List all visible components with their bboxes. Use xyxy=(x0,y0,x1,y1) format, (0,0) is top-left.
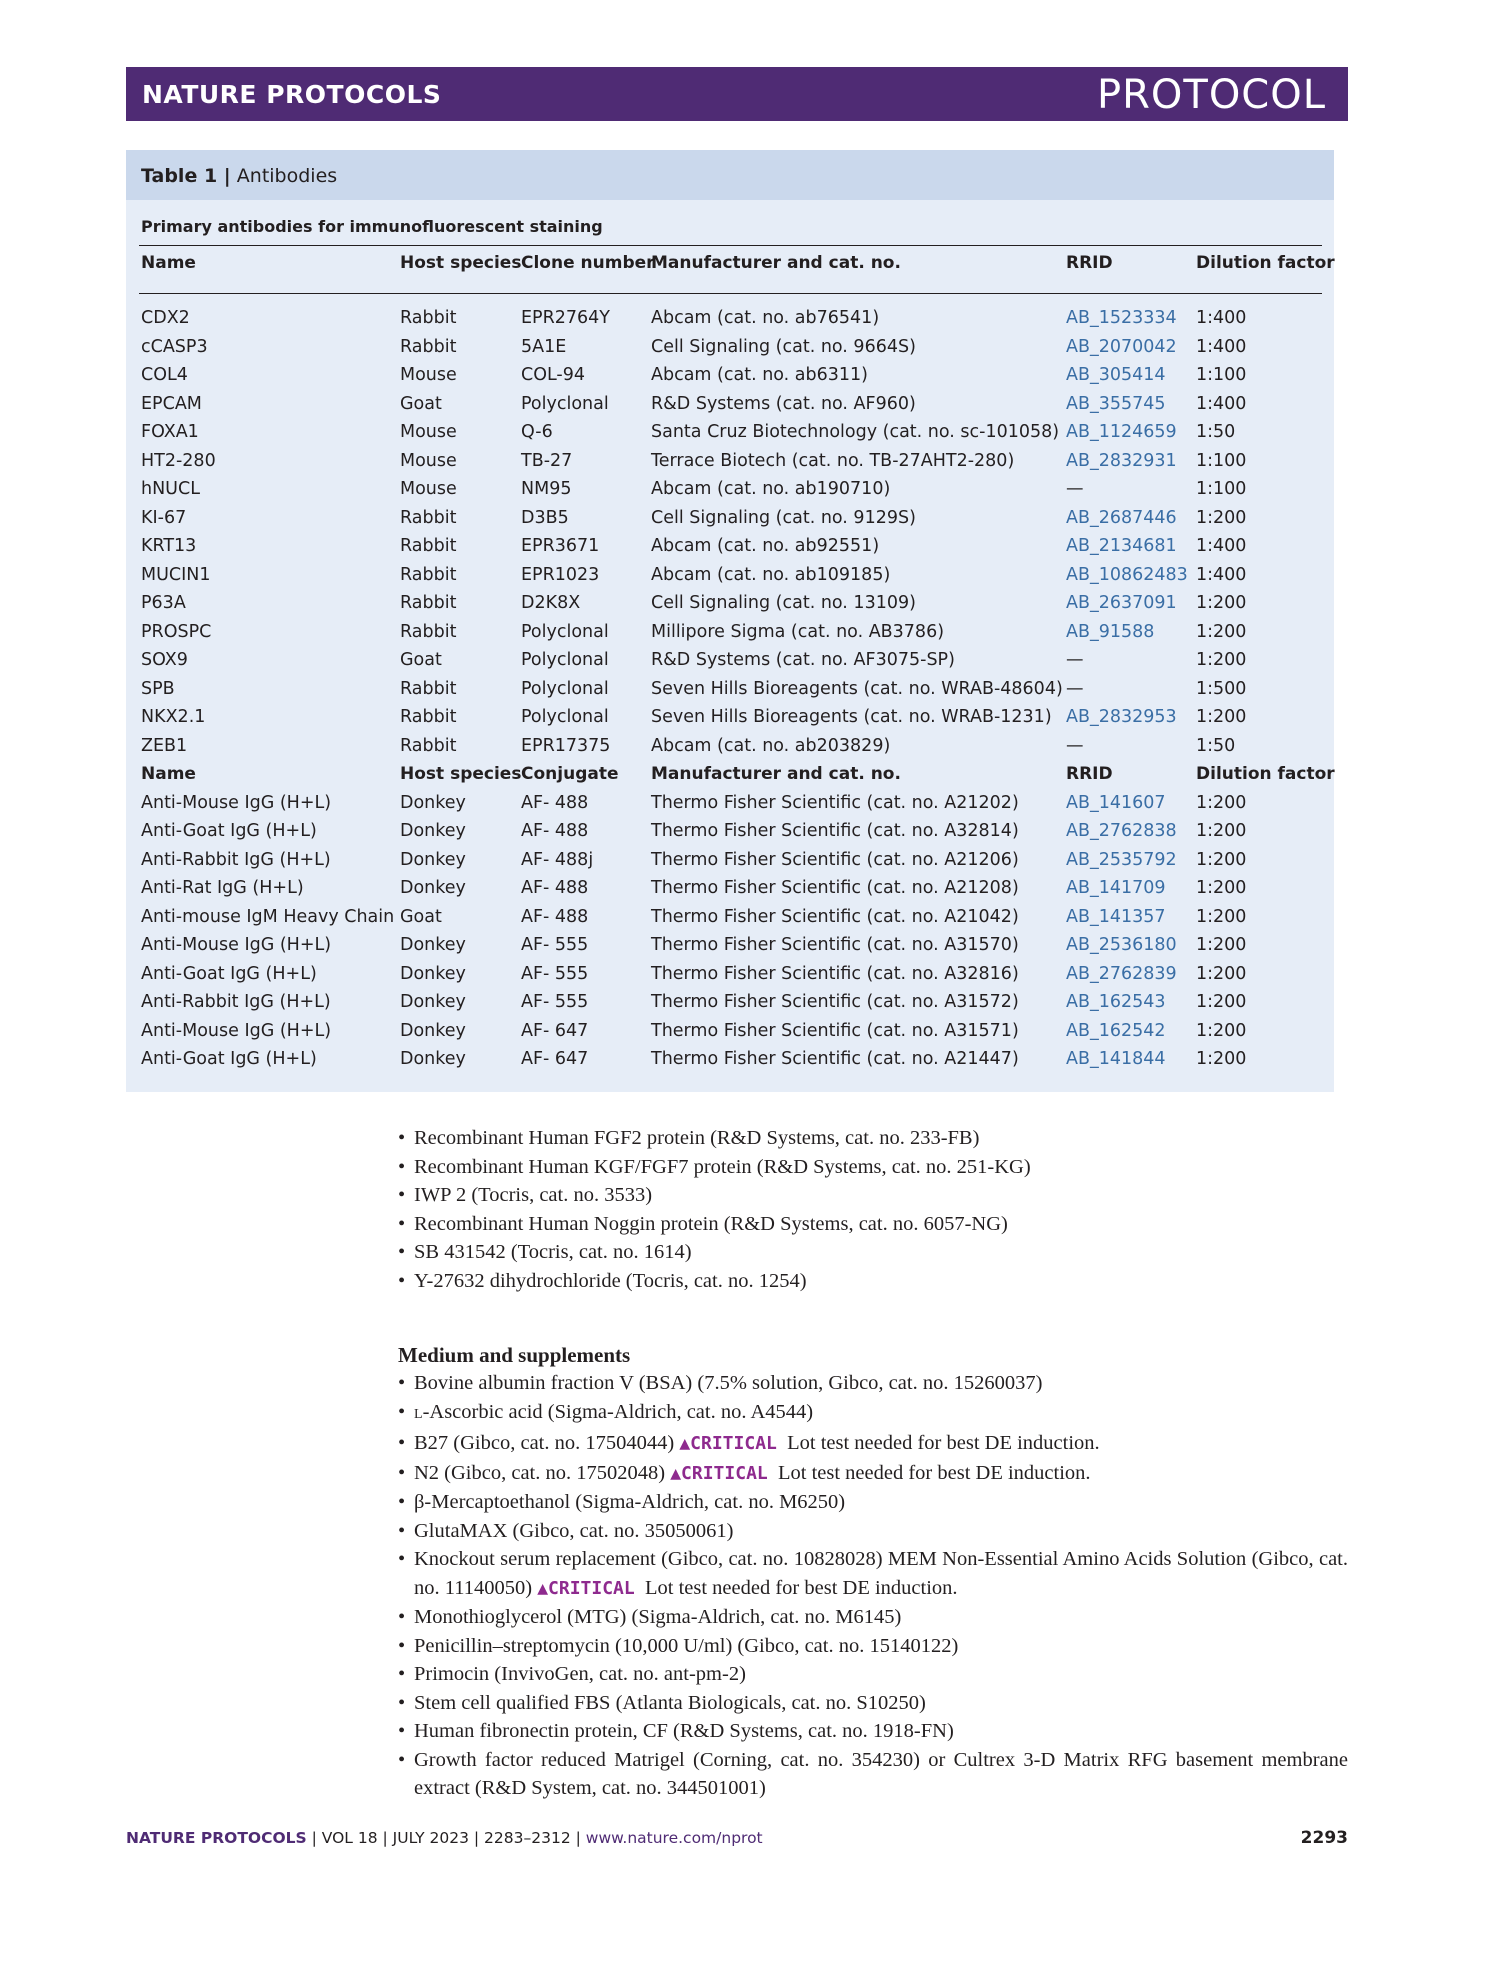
list-item: • Recombinant Human FGF2 protein (R&D Systems, cat. no. 233-FB) xyxy=(398,1127,980,1149)
table-row xyxy=(126,508,1334,534)
cell-name: PROSPC xyxy=(141,621,212,642)
table-row xyxy=(126,992,1334,1018)
cell-dilution: 1:400 xyxy=(1196,536,1247,556)
cell-rrid[interactable]: AB_162543 xyxy=(1066,992,1166,1012)
cell-clone-or-conjugate: Polyclonal xyxy=(521,393,609,414)
cell-dilution: 1:200 xyxy=(1196,707,1247,727)
cell-rrid[interactable]: AB_141709 xyxy=(1066,878,1166,898)
journal-name: NATURE PROTOCOLS xyxy=(142,80,442,109)
table-row xyxy=(126,707,1334,733)
cell-name: ZEB1 xyxy=(141,735,188,756)
cell-name: hNUCL xyxy=(141,479,200,499)
cell-host-species: Donkey xyxy=(400,963,466,984)
table-row xyxy=(126,935,1334,961)
cell-rrid[interactable]: AB_2535792 xyxy=(1066,849,1177,870)
table-title xyxy=(141,165,337,187)
cell-name: KRT13 xyxy=(141,536,197,556)
cell-host-species: Goat xyxy=(400,906,442,927)
cell-name: Anti-Rabbit IgG (H+L) xyxy=(141,992,331,1012)
cell-name: cCASP3 xyxy=(141,336,208,357)
cell-manufacturer: Thermo Fisher Scientific (cat. no. A31571) xyxy=(651,1020,1019,1041)
cell-host-species: Mouse xyxy=(400,365,457,385)
list-item: • Primocin (InvivoGen, cat. no. ant-pm-2) xyxy=(398,1663,746,1685)
article-type: PROTOCOL xyxy=(1096,72,1326,118)
footer-journal: NATURE PROTOCOLS xyxy=(126,1829,307,1847)
column-header: Manufacturer and cat. no. xyxy=(651,764,901,784)
table-rule-header xyxy=(139,293,1322,294)
table-title-bar xyxy=(126,150,1334,200)
cell-host-species: Rabbit xyxy=(400,564,457,585)
cell-clone-or-conjugate: AF- 488 xyxy=(521,906,589,927)
cell-dilution: 1:50 xyxy=(1196,422,1236,442)
table-row xyxy=(126,907,1334,933)
cell-rrid[interactable]: AB_355745 xyxy=(1066,393,1166,414)
cell-dilution: 1:100 xyxy=(1196,450,1247,471)
cell-name: EPCAM xyxy=(141,393,202,414)
cell-rrid[interactable]: AB_2070042 xyxy=(1066,336,1177,357)
cell-clone-or-conjugate: AF- 647 xyxy=(521,1049,589,1069)
column-header: Conjugate xyxy=(521,764,619,784)
cell-dilution: 1:200 xyxy=(1196,1020,1247,1041)
cell-dilution: 1:200 xyxy=(1196,992,1247,1012)
cell-rrid[interactable]: AB_1124659 xyxy=(1066,422,1177,442)
table-row xyxy=(126,793,1334,819)
cell-host-species: Donkey xyxy=(400,878,466,898)
cell-dilution: 1:400 xyxy=(1196,564,1247,585)
cell-host-species: Rabbit xyxy=(400,678,457,699)
cell-rrid[interactable]: AB_2832931 xyxy=(1066,450,1177,471)
cell-dilution: 1:200 xyxy=(1196,849,1247,870)
cell-manufacturer: Cell Signaling (cat. no. 9664S) xyxy=(651,336,916,357)
cell-rrid[interactable]: AB_162542 xyxy=(1066,1020,1166,1041)
cell-clone-or-conjugate: AF- 488j xyxy=(521,849,594,870)
table-row xyxy=(126,451,1334,477)
cell-dilution: 1:200 xyxy=(1196,621,1247,642)
cell-rrid[interactable]: AB_2832953 xyxy=(1066,707,1177,727)
list-item: • GlutaMAX (Gibco, cat. no. 35050061) xyxy=(398,1519,734,1542)
cell-name: Anti-Mouse IgG (H+L) xyxy=(141,1020,332,1041)
cell-host-species: Rabbit xyxy=(400,621,457,642)
antibodies-table xyxy=(126,150,1334,1092)
list-item: • Human fibronectin protein, CF (R&D Systems, cat. no. 1918-FN) xyxy=(398,1720,954,1742)
cell-name: Anti-Goat IgG (H+L) xyxy=(141,1049,317,1069)
cell-host-species: Mouse xyxy=(400,450,457,471)
table-label: Table 1 | xyxy=(141,165,231,187)
list-item: • Bovine albumin fraction V (BSA) (7.5% solution, Gibco, cat. no. 15260037) xyxy=(398,1372,1043,1394)
list-item: • Stem cell qualified FBS (Atlanta Biologicals, cat. no. S10250) xyxy=(398,1691,926,1714)
secondary-header-row xyxy=(126,764,1334,790)
critical-label: CRITICAL xyxy=(548,1577,635,1599)
cell-name: FOXA1 xyxy=(141,422,199,442)
table-row xyxy=(126,565,1334,591)
cell-host-species: Rabbit xyxy=(400,308,457,328)
cell-host-species: Donkey xyxy=(400,849,466,870)
table-row xyxy=(126,394,1334,420)
column-header: Name xyxy=(141,253,196,273)
cell-manufacturer: Cell Signaling (cat. no. 9129S) xyxy=(651,507,916,528)
cell-host-species: Rabbit xyxy=(400,536,457,556)
cell-manufacturer: Thermo Fisher Scientific (cat. no. A32814) xyxy=(651,821,1019,841)
cell-dilution: 1:200 xyxy=(1196,906,1247,927)
cell-rrid[interactable]: AB_141357 xyxy=(1066,906,1166,927)
cell-manufacturer: Thermo Fisher Scientific (cat. no. A31572) xyxy=(651,992,1019,1012)
list-item: • Growth factor reduced Matrigel (Corning, cat. no. 354230) or Cultrex 3-D Matrix RFG basement membrane extract (R&D System, cat. no. 344501001) xyxy=(398,1748,1348,1799)
cell-clone-or-conjugate: AF- 647 xyxy=(521,1020,589,1041)
cell-clone-or-conjugate: Polyclonal xyxy=(521,621,609,642)
list-item: • IWP 2 (Tocris, cat. no. 3533) xyxy=(398,1184,653,1206)
cell-name: Anti-Mouse IgG (H+L) xyxy=(141,935,332,955)
cell-dilution: 1:200 xyxy=(1196,593,1247,613)
cell-rrid[interactable]: AB_2762839 xyxy=(1066,963,1177,984)
cell-rrid[interactable]: AB_141844 xyxy=(1066,1049,1166,1069)
cell-manufacturer: Abcam (cat. no. ab76541) xyxy=(651,308,880,328)
cell-manufacturer: Cell Signaling (cat. no. 13109) xyxy=(651,593,916,613)
cell-dilution: 1:200 xyxy=(1196,935,1247,955)
column-header: Host species xyxy=(400,764,522,784)
page-footer xyxy=(126,1829,763,1847)
cell-dilution: 1:200 xyxy=(1196,792,1247,813)
cell-clone-or-conjugate: D3B5 xyxy=(521,507,569,528)
cell-manufacturer: Terrace Biotech (cat. no. TB-27AHT2-280) xyxy=(651,450,1015,471)
cell-host-species: Rabbit xyxy=(400,507,457,528)
cell-name: MUCIN1 xyxy=(141,564,211,585)
column-header: Manufacturer and cat. no. xyxy=(651,253,901,273)
cell-rrid[interactable]: AB_2762838 xyxy=(1066,821,1177,841)
cell-dilution: 1:400 xyxy=(1196,308,1247,328)
table-title-text: Antibodies xyxy=(236,165,338,187)
footer-url-link[interactable]: www.nature.com/nprot xyxy=(585,1829,763,1847)
cell-manufacturer: Thermo Fisher Scientific (cat. no. A21202) xyxy=(651,792,1019,813)
medium-list xyxy=(398,1369,1348,1803)
cell-dilution: 1:400 xyxy=(1196,336,1247,357)
table-row xyxy=(126,536,1334,562)
cell-host-species: Rabbit xyxy=(400,593,457,613)
column-header: Name xyxy=(141,764,196,784)
table-header-row xyxy=(126,253,1334,279)
cell-clone-or-conjugate: AF- 555 xyxy=(521,935,589,955)
cell-manufacturer: Abcam (cat. no. ab109185) xyxy=(651,564,891,585)
table-row xyxy=(126,308,1334,334)
cell-name: SPB xyxy=(141,678,175,699)
cell-clone-or-conjugate: D2K8X xyxy=(521,593,581,613)
reagent-list xyxy=(398,1124,1348,1295)
cell-name: P63A xyxy=(141,593,186,613)
cell-rrid[interactable]: AB_10862483 xyxy=(1066,564,1188,585)
cell-host-species: Donkey xyxy=(400,992,466,1012)
cell-clone-or-conjugate: 5A1E xyxy=(521,336,567,357)
cell-name: KI-67 xyxy=(141,507,187,528)
cell-name: HT2-280 xyxy=(141,450,216,471)
table-row xyxy=(126,365,1334,391)
cell-rrid[interactable]: AB_2134681 xyxy=(1066,536,1177,556)
cell-host-species: Goat xyxy=(400,650,442,670)
list-item: • Monothioglycerol (MTG) (Sigma-Aldrich, cat. no. M6145) xyxy=(398,1606,902,1628)
cell-name: Anti-mouse IgM Heavy Chain xyxy=(141,906,395,927)
list-item: • β-Mercaptoethanol (Sigma-Aldrich, cat. no. M6250) xyxy=(398,1491,846,1513)
cell-manufacturer: Seven Hills Bioreagents (cat. no. WRAB-1231) xyxy=(651,707,1052,727)
cell-dilution: 1:200 xyxy=(1196,821,1247,841)
cell-dilution: 1:100 xyxy=(1196,479,1247,499)
critical-label: CRITICAL xyxy=(681,1462,768,1484)
cell-dilution: 1:200 xyxy=(1196,1049,1247,1069)
cell-manufacturer: Abcam (cat. no. ab92551) xyxy=(651,536,880,556)
cell-rrid: — xyxy=(1066,678,1084,699)
cell-dilution: 1:50 xyxy=(1196,735,1236,756)
cell-clone-or-conjugate: EPR17375 xyxy=(521,735,611,756)
cell-dilution: 1:200 xyxy=(1196,878,1247,898)
cell-name: NKX2.1 xyxy=(141,707,206,727)
table-row xyxy=(126,479,1334,505)
cell-manufacturer: Thermo Fisher Scientific (cat. no. A31570) xyxy=(651,935,1019,955)
cell-clone-or-conjugate: Polyclonal xyxy=(521,678,609,699)
cell-manufacturer: Thermo Fisher Scientific (cat. no. A32816) xyxy=(651,963,1019,984)
cell-rrid[interactable]: AB_141607 xyxy=(1066,792,1166,813)
list-item: • Y-27632 dihydrochloride (Tocris, cat. no. 1254) xyxy=(398,1269,807,1292)
table-row xyxy=(126,850,1334,876)
cell-manufacturer: R&D Systems (cat. no. AF960) xyxy=(651,393,916,414)
critical-warning-icon: ▲ xyxy=(537,1577,549,1599)
column-header: Dilution factor xyxy=(1196,764,1335,784)
cell-name: CDX2 xyxy=(141,308,190,328)
critical-warning-icon: ▲ xyxy=(670,1462,682,1484)
list-item: • Recombinant Human KGF/FGF7 protein (R&D Systems, cat. no. 251-KG) xyxy=(398,1155,1031,1178)
cell-clone-or-conjugate: COL-94 xyxy=(521,365,586,385)
cell-clone-or-conjugate: EPR2764Y xyxy=(521,308,610,328)
cell-clone-or-conjugate: NM95 xyxy=(521,479,572,499)
table-row xyxy=(126,821,1334,847)
list-item: • B27 (Gibco, cat. no. 17504044) ▲CRITICAL Lot test needed for best DE induction. xyxy=(398,1432,1100,1454)
cell-manufacturer: Santa Cruz Biotechnology (cat. no. sc-101058) xyxy=(651,422,1060,442)
cell-rrid: — xyxy=(1066,735,1084,756)
cell-clone-or-conjugate: TB-27 xyxy=(521,450,573,471)
cell-clone-or-conjugate: AF- 555 xyxy=(521,992,589,1012)
cell-clone-or-conjugate: AF- 555 xyxy=(521,963,589,984)
cell-manufacturer: Thermo Fisher Scientific (cat. no. A21208) xyxy=(651,878,1019,898)
cell-rrid: — xyxy=(1066,650,1084,670)
table-row xyxy=(126,650,1334,676)
column-header: Clone number xyxy=(521,253,655,273)
cell-name: Anti-Mouse IgG (H+L) xyxy=(141,792,332,813)
cell-host-species: Mouse xyxy=(400,479,457,499)
cell-manufacturer: Abcam (cat. no. ab6311) xyxy=(651,365,869,385)
footer-citation: | VOL 18 | JULY 2023 | 2283–2312 | xyxy=(311,1829,581,1847)
table-row xyxy=(126,964,1334,990)
cell-dilution: 1:200 xyxy=(1196,650,1247,670)
cell-clone-or-conjugate: AF- 488 xyxy=(521,821,589,841)
cell-name: Anti-Goat IgG (H+L) xyxy=(141,963,317,984)
cell-rrid[interactable]: AB_91588 xyxy=(1066,621,1155,642)
cell-clone-or-conjugate: Polyclonal xyxy=(521,650,609,670)
table-row xyxy=(126,622,1334,648)
cell-manufacturer: Abcam (cat. no. ab203829) xyxy=(651,735,891,756)
table-row xyxy=(126,593,1334,619)
cell-clone-or-conjugate: Q-6 xyxy=(521,422,553,442)
cell-name: Anti-Goat IgG (H+L) xyxy=(141,821,317,841)
cell-dilution: 1:400 xyxy=(1196,393,1247,414)
cell-dilution: 1:200 xyxy=(1196,963,1247,984)
cell-manufacturer: R&D Systems (cat. no. AF3075-SP) xyxy=(651,650,955,670)
list-item: • N2 (Gibco, cat. no. 17502048) ▲CRITICAL Lot test needed for best DE induction. xyxy=(398,1461,1091,1484)
cell-clone-or-conjugate: EPR1023 xyxy=(521,564,600,585)
list-item: • SB 431542 (Tocris, cat. no. 1614) xyxy=(398,1241,692,1263)
cell-host-species: Donkey xyxy=(400,1020,466,1041)
cell-host-species: Rabbit xyxy=(400,707,457,727)
cell-manufacturer: Thermo Fisher Scientific (cat. no. A21447) xyxy=(651,1049,1019,1069)
list-item: • Penicillin–streptomycin (10,000 U/ml) (Gibco, cat. no. 15140122) xyxy=(398,1634,959,1657)
critical-label: CRITICAL xyxy=(690,1433,777,1454)
table-row xyxy=(126,679,1334,705)
column-header: Host species xyxy=(400,253,522,273)
journal-header-bar xyxy=(126,67,1348,121)
table-subtitle: Primary antibodies for immunofluorescent staining xyxy=(141,217,603,236)
page-number: 2293 xyxy=(1300,1828,1348,1848)
cell-host-species: Donkey xyxy=(400,821,466,841)
cell-rrid[interactable]: AB_2536180 xyxy=(1066,935,1177,955)
cell-dilution: 1:200 xyxy=(1196,507,1247,528)
table-row xyxy=(126,878,1334,904)
cell-rrid[interactable]: AB_2687446 xyxy=(1066,507,1177,528)
table-row xyxy=(126,1049,1334,1075)
cell-host-species: Mouse xyxy=(400,422,457,442)
cell-manufacturer: Seven Hills Bioreagents (cat. no. WRAB-48604) xyxy=(651,678,1063,699)
cell-clone-or-conjugate: Polyclonal xyxy=(521,707,609,727)
cell-host-species: Donkey xyxy=(400,792,466,813)
cell-clone-or-conjugate: AF- 488 xyxy=(521,878,589,898)
cell-manufacturer: Abcam (cat. no. ab190710) xyxy=(651,479,891,499)
cell-manufacturer: Thermo Fisher Scientific (cat. no. A21206) xyxy=(651,849,1019,870)
cell-name: SOX9 xyxy=(141,650,188,670)
table-row xyxy=(126,337,1334,363)
column-header: RRID xyxy=(1066,764,1113,784)
table-row xyxy=(126,1021,1334,1047)
table-row xyxy=(126,736,1334,762)
cell-name: Anti-Rabbit IgG (H+L) xyxy=(141,849,331,870)
cell-host-species: Donkey xyxy=(400,1049,466,1069)
table-rule-top xyxy=(139,245,1322,246)
cell-rrid: — xyxy=(1066,479,1084,499)
cell-rrid[interactable]: AB_1523334 xyxy=(1066,308,1177,328)
list-item: • Recombinant Human Noggin protein (R&D Systems, cat. no. 6057-NG) xyxy=(398,1212,1008,1235)
cell-rrid[interactable]: AB_2637091 xyxy=(1066,593,1177,613)
cell-manufacturer: Millipore Sigma (cat. no. AB3786) xyxy=(651,621,945,642)
cell-clone-or-conjugate: EPR3671 xyxy=(521,536,600,556)
list-item: • L-Ascorbic acid (Sigma-Aldrich, cat. no. A4544) xyxy=(398,1400,814,1423)
cell-name: Anti-Rat IgG (H+L) xyxy=(141,878,304,898)
cell-dilution: 1:500 xyxy=(1196,678,1247,699)
cell-rrid[interactable]: AB_305414 xyxy=(1066,365,1166,385)
cell-host-species: Rabbit xyxy=(400,735,457,756)
column-header: RRID xyxy=(1066,253,1113,273)
column-header: Dilution factor xyxy=(1196,253,1335,273)
section-heading-medium: Medium and supplements xyxy=(398,1343,631,1367)
cell-manufacturer: Thermo Fisher Scientific (cat. no. A21042) xyxy=(651,906,1019,927)
cell-host-species: Rabbit xyxy=(400,336,457,357)
cell-clone-or-conjugate: AF- 488 xyxy=(521,792,589,813)
cell-host-species: Goat xyxy=(400,393,442,414)
critical-warning-icon: ▲ xyxy=(679,1433,691,1454)
table-row xyxy=(126,422,1334,448)
cell-dilution: 1:100 xyxy=(1196,365,1247,385)
cell-host-species: Donkey xyxy=(400,935,466,955)
list-item: • Knockout serum replacement (Gibco, cat. no. 10828028) MEM Non-Essential Amino Acids Solution (Gibco, cat. no. 11140050) ▲CRITICAL Lot test needed for best DE induction. xyxy=(398,1548,1348,1599)
cell-name: COL4 xyxy=(141,365,188,385)
